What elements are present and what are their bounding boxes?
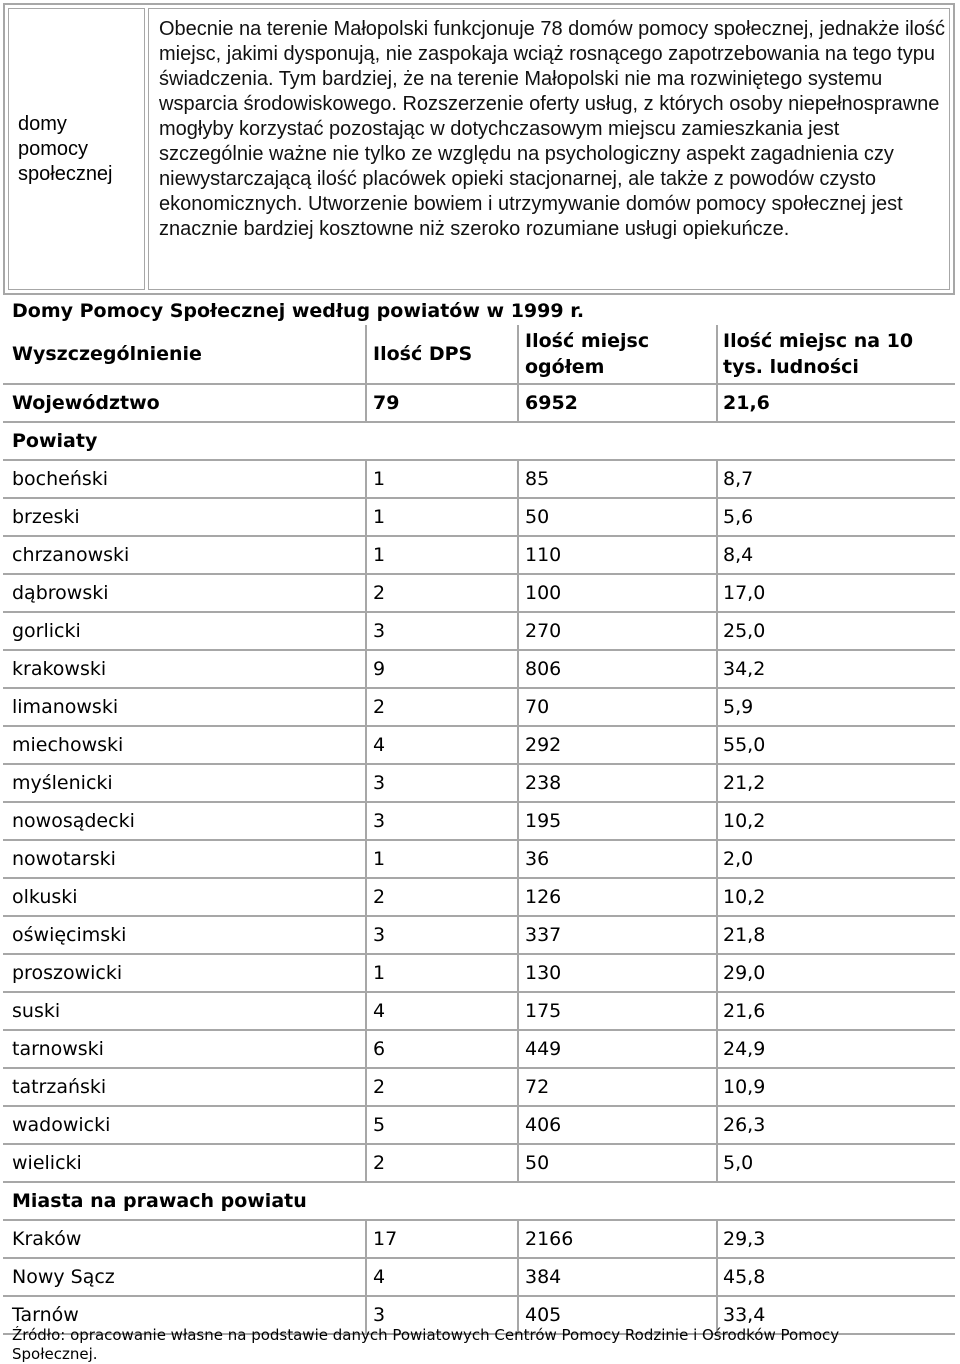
table-section-row (3, 1183, 955, 1221)
column-divider (517, 575, 519, 611)
table-cell: 3 (373, 810, 386, 832)
column-divider (365, 727, 367, 763)
column-divider (517, 955, 519, 991)
column-divider (716, 575, 718, 611)
column-divider (365, 385, 367, 421)
header-cell: Ilość miejsc ogółem (525, 330, 650, 378)
column-divider (716, 841, 718, 877)
table-row (3, 1259, 955, 1297)
column-divider (716, 765, 718, 801)
table-cell: 384 (525, 1266, 562, 1288)
column-divider (517, 689, 519, 725)
column-divider (365, 1221, 367, 1257)
column-divider (716, 917, 718, 953)
table-cell: 238 (525, 772, 562, 794)
table-cell: 8,4 (723, 544, 754, 566)
table-cell: 25,0 (723, 620, 766, 642)
column-divider (716, 955, 718, 991)
table-cell: miechowski (12, 734, 124, 756)
table-cell: 21,8 (723, 924, 766, 946)
table-cell: myślenicki (12, 772, 113, 794)
table-cell: Województwo (12, 392, 160, 414)
table-cell: 10,2 (723, 886, 766, 908)
column-divider (716, 461, 718, 497)
table-row (3, 537, 955, 575)
table-row (3, 803, 955, 841)
table-cell: 34,2 (723, 658, 766, 680)
column-divider (517, 461, 519, 497)
table-cell: 85 (525, 468, 550, 490)
table-cell: chrzanowski (12, 544, 130, 566)
table-row (3, 917, 955, 955)
table-row (3, 1031, 955, 1069)
table-cell: 2166 (525, 1228, 574, 1250)
column-divider (716, 1031, 718, 1067)
column-divider (365, 1069, 367, 1105)
table-cell: 33,4 (723, 1304, 766, 1326)
table-row (3, 385, 955, 423)
column-divider (517, 613, 519, 649)
table-row (3, 613, 955, 651)
column-divider (365, 1031, 367, 1067)
column-divider (517, 1069, 519, 1105)
column-divider (517, 1107, 519, 1143)
table-cell: suski (12, 1000, 61, 1022)
table-cell: 406 (525, 1114, 562, 1136)
table-cell: 70 (525, 696, 550, 718)
table-cell: 50 (525, 1152, 550, 1174)
table-cell: Miasta na prawach powiatu (12, 1190, 307, 1212)
table-cell: 2 (373, 1152, 386, 1174)
column-divider (365, 651, 367, 687)
column-divider (716, 325, 718, 383)
table-row (3, 689, 955, 727)
column-divider (716, 1221, 718, 1257)
column-divider (716, 651, 718, 687)
table-cell: olkuski (12, 886, 78, 908)
column-divider (716, 499, 718, 535)
column-divider (517, 765, 519, 801)
intro-text: Obecnie na terenie Małopolski funkcjonuje 78 domów pomocy społecznej, jednakże ilość miejsc, jakimi dysponują, nie zaspokaja wciąż rosnącego zapotrzebowania na tego typu świadczenia. Tym bardziej, że na terenie Małopolski nie ma rozwiniętego systemu wsparcia środowiskowego. Rozszerzenie oferty usług, z których osoby niepełnosprawne mogłyby korzystać pozostając w dotychczasowym miejscu zamieszkania jest szczególnie ważne nie tylko ze względu na psychologiczny aspekt zagadnienia czy niewystarczającą ilość placówek opieki stacjonarnej, ale także z powodów czysto ekonomicznych. Utworzenie bowiem i utrzymywanie domów pomocy społecznej jest znacznie bardziej kosztowne niż szeroko rozumiane usługi opiekuńcze. (159, 18, 945, 240)
column-divider (365, 689, 367, 725)
table-cell: 337 (525, 924, 562, 946)
table-cell: 79 (373, 392, 400, 414)
table-cell: nowosądecki (12, 810, 135, 832)
column-divider (716, 879, 718, 915)
table-cell: dąbrowski (12, 582, 109, 604)
table-cell: 3 (373, 924, 386, 946)
table-cell: 100 (525, 582, 562, 604)
table-cell: 4 (373, 1266, 386, 1288)
table-cell: 21,6 (723, 392, 770, 414)
table-cell: bocheński (12, 468, 109, 490)
table-row (3, 879, 955, 917)
column-divider (365, 537, 367, 573)
column-divider (365, 879, 367, 915)
table-cell: 130 (525, 962, 562, 984)
column-divider (716, 1069, 718, 1105)
table-cell: 3 (373, 1304, 386, 1326)
column-divider (365, 765, 367, 801)
table-header-row (3, 325, 955, 385)
table-cell: nowotarski (12, 848, 116, 870)
column-divider (517, 537, 519, 573)
table-section-row (3, 423, 955, 461)
header-cell: Ilość miejsc na 10 tys. ludności (723, 330, 914, 378)
column-divider (517, 325, 519, 383)
table-row (3, 1145, 955, 1183)
column-divider (365, 917, 367, 953)
table-cell: 17,0 (723, 582, 766, 604)
column-divider (517, 499, 519, 535)
column-divider (517, 841, 519, 877)
table-cell: 9 (373, 658, 386, 680)
table-cell: 5,9 (723, 696, 754, 718)
column-divider (517, 651, 519, 687)
table-cell: 110 (525, 544, 562, 566)
table-cell: proszowicki (12, 962, 123, 984)
table-cell: brzeski (12, 506, 80, 528)
intro-label: domy pomocy społecznej (18, 112, 113, 185)
table-cell: 449 (525, 1038, 562, 1060)
column-divider (365, 613, 367, 649)
table-cell: 10,2 (723, 810, 766, 832)
column-divider (517, 1145, 519, 1181)
column-divider (716, 993, 718, 1029)
column-divider (716, 1107, 718, 1143)
table-cell: 5 (373, 1114, 386, 1136)
table-cell: tatrzański (12, 1076, 107, 1098)
column-divider (716, 803, 718, 839)
table-cell: tarnowski (12, 1038, 104, 1060)
column-divider (517, 385, 519, 421)
table-cell: 6952 (525, 392, 578, 414)
table-cell: 5,6 (723, 506, 754, 528)
table-cell: gorlicki (12, 620, 81, 642)
table-cell: Powiaty (12, 430, 98, 452)
table-cell: Tarnów (12, 1304, 79, 1326)
table-row (3, 1221, 955, 1259)
table-row (3, 993, 955, 1031)
table-row (3, 1107, 955, 1145)
table-row (3, 575, 955, 613)
table-cell: 26,3 (723, 1114, 766, 1136)
table-cell: 1 (373, 962, 386, 984)
column-divider (365, 1145, 367, 1181)
column-divider (365, 841, 367, 877)
table-cell: 2 (373, 886, 386, 908)
column-divider (716, 1145, 718, 1181)
table-cell: 36 (525, 848, 550, 870)
table-cell: 21,2 (723, 772, 766, 794)
table-row (3, 727, 955, 765)
intro-box (3, 3, 955, 295)
table-cell: oświęcimski (12, 924, 127, 946)
table-cell: 55,0 (723, 734, 766, 756)
table-row (3, 841, 955, 879)
header-cell: Wyszczególnienie (12, 343, 202, 365)
column-divider (517, 727, 519, 763)
table-cell: 126 (525, 886, 562, 908)
table-cell: 3 (373, 772, 386, 794)
column-divider (517, 1259, 519, 1295)
column-divider (517, 1031, 519, 1067)
table-row (3, 499, 955, 537)
column-divider (716, 385, 718, 421)
table-cell: krakowski (12, 658, 107, 680)
column-divider (517, 879, 519, 915)
column-divider (365, 803, 367, 839)
column-divider (517, 803, 519, 839)
table-cell: 72 (525, 1076, 550, 1098)
header-cell: Ilość DPS (373, 343, 473, 365)
column-divider (716, 1259, 718, 1295)
table-row (3, 1069, 955, 1107)
column-divider (365, 499, 367, 535)
table-cell: 29,3 (723, 1228, 766, 1250)
table-cell: wadowicki (12, 1114, 111, 1136)
intro-text-cell (148, 8, 950, 290)
column-divider (517, 993, 519, 1029)
column-divider (365, 461, 367, 497)
column-divider (365, 575, 367, 611)
column-divider (365, 1259, 367, 1295)
table-row (3, 461, 955, 499)
table-cell: 17 (373, 1228, 398, 1250)
table-cell: wielicki (12, 1152, 82, 1174)
table-cell: 1 (373, 468, 386, 490)
column-divider (517, 1221, 519, 1257)
table-row (3, 651, 955, 689)
table-cell: 6 (373, 1038, 386, 1060)
table-cell: 5,0 (723, 1152, 754, 1174)
table-cell: 195 (525, 810, 562, 832)
table-cell: 2 (373, 1076, 386, 1098)
table-cell: 45,8 (723, 1266, 766, 1288)
table-cell: 8,7 (723, 468, 754, 490)
table-cell: 10,9 (723, 1076, 766, 1098)
table-cell: 21,6 (723, 1000, 766, 1022)
table-row (3, 955, 955, 993)
table-cell: 3 (373, 620, 386, 642)
table-cell: 2,0 (723, 848, 754, 870)
table-title: Domy Pomocy Społecznej według powiatów w 1999 r. (12, 300, 585, 322)
table-cell: 292 (525, 734, 562, 756)
source-footnote: Źródło: opracowanie własne na podstawie danych Powiatowych Centrów Pomocy Rodzinie i Ośrodków Pomocy Społecznej. (12, 1326, 840, 1363)
table-cell: limanowski (12, 696, 119, 718)
table-cell: 4 (373, 734, 386, 756)
column-divider (716, 537, 718, 573)
dps-table (3, 325, 955, 1335)
table-cell: 405 (525, 1304, 562, 1326)
column-divider (365, 955, 367, 991)
column-divider (716, 613, 718, 649)
table-cell: 270 (525, 620, 562, 642)
table-cell: 1 (373, 506, 386, 528)
table-cell: 2 (373, 696, 386, 718)
table-cell: 1 (373, 544, 386, 566)
table-cell: Nowy Sącz (12, 1266, 115, 1288)
table-cell: 2 (373, 582, 386, 604)
table-cell: 806 (525, 658, 562, 680)
column-divider (716, 689, 718, 725)
column-divider (365, 993, 367, 1029)
table-row (3, 765, 955, 803)
table-cell: 1 (373, 848, 386, 870)
table-cell: 50 (525, 506, 550, 528)
table-cell: 29,0 (723, 962, 766, 984)
column-divider (365, 325, 367, 383)
table-cell: 24,9 (723, 1038, 766, 1060)
table-cell: 175 (525, 1000, 562, 1022)
column-divider (365, 1107, 367, 1143)
table-cell: Kraków (12, 1228, 82, 1250)
intro-label-cell (8, 8, 145, 290)
column-divider (517, 917, 519, 953)
table-cell: 4 (373, 1000, 386, 1022)
column-divider (716, 727, 718, 763)
